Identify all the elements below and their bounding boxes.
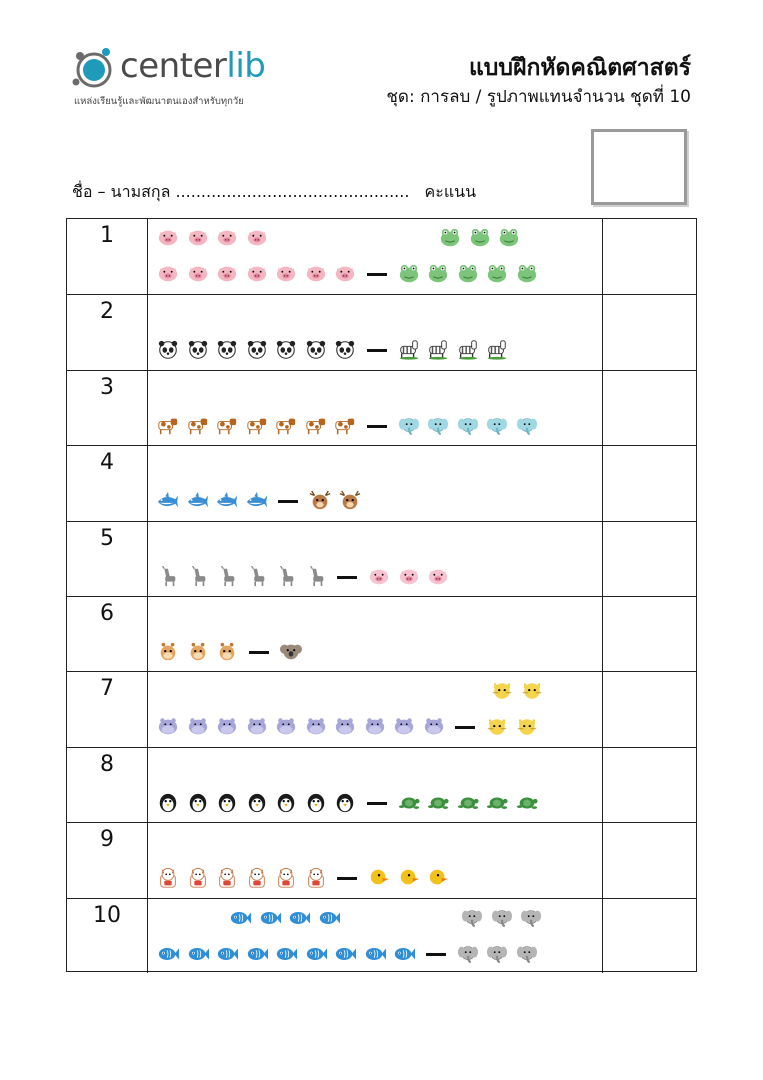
- elephant-icon: [490, 907, 514, 929]
- frog-icon: [426, 263, 450, 285]
- duck-icon: [426, 867, 450, 889]
- problem-number: 4: [67, 446, 148, 520]
- answer-cell[interactable]: [603, 823, 696, 897]
- lucky-cat-icon: [156, 867, 180, 889]
- name-dots[interactable]: ..............................................: [175, 182, 410, 201]
- turtle-icon: [456, 792, 480, 814]
- lucky-cat-icon: [245, 867, 269, 889]
- turtle-icon: [426, 792, 450, 814]
- minus-sign: [455, 726, 475, 729]
- logo-mark-icon: [70, 44, 120, 94]
- problem-picture: [148, 748, 603, 822]
- pig-face-icon: [426, 566, 450, 588]
- frog-icon: [515, 263, 539, 285]
- pig-icon: [215, 263, 239, 285]
- fish-icon: [215, 943, 239, 965]
- fish-icon: [186, 943, 210, 965]
- pig-face-icon: [367, 566, 391, 588]
- problem-row: [67, 596, 696, 671]
- frog-icon: [468, 227, 492, 249]
- minus-sign: [367, 802, 387, 805]
- fish-icon: [317, 907, 341, 929]
- frog-icon: [397, 263, 421, 285]
- shark-icon: [245, 490, 269, 512]
- name-label: ชื่อ – นามสกุล: [72, 182, 171, 201]
- answer-cell[interactable]: [603, 446, 696, 520]
- minus-sign: [337, 576, 357, 579]
- pig-icon: [245, 227, 269, 249]
- elephant-icon: [485, 415, 509, 437]
- elephant-icon: [397, 415, 421, 437]
- penguin-icon: [274, 792, 298, 814]
- lucky-cat-icon: [274, 867, 298, 889]
- giraffe-icon: [215, 641, 239, 663]
- answer-cell[interactable]: [603, 295, 696, 369]
- page-subtitle: ชุด: การลบ / รูปภาพแทนจำนวน ชุดที่ 10: [386, 87, 691, 107]
- answer-cell[interactable]: [603, 522, 696, 596]
- elephant-icon: [456, 415, 480, 437]
- elephant-icon: [426, 415, 450, 437]
- penguin-icon: [186, 792, 210, 814]
- frog-icon: [497, 227, 521, 249]
- problem-picture: [148, 371, 603, 445]
- answer-cell[interactable]: [603, 672, 696, 746]
- lucky-cat-icon: [186, 867, 210, 889]
- giraffe-icon: [156, 641, 180, 663]
- donkey-icon: [274, 566, 298, 588]
- hippo-icon: [215, 716, 239, 738]
- penguin-icon: [245, 792, 269, 814]
- problem-number: 5: [67, 522, 148, 596]
- donkey-icon: [186, 566, 210, 588]
- fish-icon: [304, 943, 328, 965]
- problem-row: [67, 747, 696, 822]
- pig-icon: [186, 227, 210, 249]
- cow-icon: [333, 415, 357, 437]
- fish-icon: [258, 907, 282, 929]
- cat-icon: [520, 680, 544, 702]
- name-line: [72, 180, 476, 205]
- cow-icon: [186, 415, 210, 437]
- frog-icon: [485, 263, 509, 285]
- fish-icon: [333, 943, 357, 965]
- panda-icon: [304, 339, 328, 361]
- turtle-icon: [485, 792, 509, 814]
- cat-icon: [490, 680, 514, 702]
- frog-icon: [456, 263, 480, 285]
- minus-sign: [367, 349, 387, 352]
- problem-picture: [148, 446, 603, 520]
- problem-row: [67, 370, 696, 445]
- fish-icon: [245, 943, 269, 965]
- koala-icon: [279, 641, 303, 663]
- zebra-icon: [397, 339, 421, 361]
- minus-sign: [426, 953, 446, 956]
- shark-icon: [156, 490, 180, 512]
- pig-icon: [274, 263, 298, 285]
- deer-icon: [338, 490, 362, 512]
- duck-icon: [367, 867, 391, 889]
- minus-sign: [249, 651, 269, 654]
- problem-picture: [148, 823, 603, 897]
- pig-icon: [333, 263, 357, 285]
- zebra-icon: [426, 339, 450, 361]
- lucky-cat-icon: [215, 867, 239, 889]
- elephant-icon: [519, 907, 543, 929]
- problem-number: 8: [67, 748, 148, 822]
- hippo-icon: [245, 716, 269, 738]
- pig-face-icon: [397, 566, 421, 588]
- panda-icon: [215, 339, 239, 361]
- elephant-icon: [515, 415, 539, 437]
- logo: [70, 44, 300, 108]
- pig-icon: [186, 263, 210, 285]
- problem-picture: [148, 597, 603, 671]
- problem-number: 7: [67, 672, 148, 746]
- pig-icon: [245, 263, 269, 285]
- problem-picture: [148, 899, 603, 973]
- donkey-icon: [245, 566, 269, 588]
- cow-icon: [274, 415, 298, 437]
- hippo-icon: [186, 716, 210, 738]
- problem-number: 6: [67, 597, 148, 671]
- problem-number: 10: [67, 899, 148, 973]
- problem-row: [67, 898, 696, 973]
- panda-icon: [156, 339, 180, 361]
- problem-row: [67, 294, 696, 369]
- elephant-icon: [515, 943, 539, 965]
- pig-icon: [156, 227, 180, 249]
- minus-sign: [278, 500, 298, 503]
- donkey-icon: [215, 566, 239, 588]
- fish-icon: [363, 943, 387, 965]
- hippo-icon: [304, 716, 328, 738]
- problem-number: 3: [67, 371, 148, 445]
- answer-cell[interactable]: [603, 748, 696, 822]
- minus-sign: [367, 425, 387, 428]
- penguin-icon: [333, 792, 357, 814]
- cow-icon: [156, 415, 180, 437]
- answer-cell[interactable]: [603, 219, 696, 294]
- problem-row: [67, 521, 696, 596]
- exercise-table: [66, 218, 697, 972]
- fish-icon: [392, 943, 416, 965]
- lucky-cat-icon: [304, 867, 328, 889]
- cat-icon: [485, 716, 509, 738]
- answer-cell[interactable]: [603, 899, 696, 973]
- hippo-icon: [274, 716, 298, 738]
- hippo-icon: [363, 716, 387, 738]
- logo-word: centerlib: [120, 46, 266, 86]
- problem-picture: [148, 295, 603, 369]
- panda-icon: [186, 339, 210, 361]
- penguin-icon: [304, 792, 328, 814]
- turtle-icon: [515, 792, 539, 814]
- problem-number: 2: [67, 295, 148, 369]
- problem-row: [67, 219, 696, 294]
- frog-icon: [438, 227, 462, 249]
- problem-row: [67, 671, 696, 746]
- duck-icon: [397, 867, 421, 889]
- problem-row: [67, 445, 696, 520]
- page-title: แบบฝึกหัดคณิตศาสตร์: [468, 55, 691, 81]
- problem-picture: [148, 219, 603, 294]
- elephant-icon: [460, 907, 484, 929]
- donkey-icon: [156, 566, 180, 588]
- score-box[interactable]: [591, 129, 687, 205]
- problem-row: [67, 822, 696, 897]
- problem-number: 1: [67, 219, 148, 294]
- hippo-icon: [156, 716, 180, 738]
- hippo-icon: [392, 716, 416, 738]
- fish-icon: [287, 907, 311, 929]
- giraffe-icon: [186, 641, 210, 663]
- penguin-icon: [215, 792, 239, 814]
- cow-icon: [245, 415, 269, 437]
- shark-icon: [215, 490, 239, 512]
- cow-icon: [215, 415, 239, 437]
- pig-icon: [156, 263, 180, 285]
- answer-cell[interactable]: [603, 597, 696, 671]
- fish-icon: [274, 943, 298, 965]
- cow-icon: [304, 415, 328, 437]
- penguin-icon: [156, 792, 180, 814]
- fish-icon: [156, 943, 180, 965]
- answer-cell[interactable]: [603, 371, 696, 445]
- hippo-icon: [422, 716, 446, 738]
- pig-icon: [215, 227, 239, 249]
- problem-picture: [148, 672, 603, 746]
- cat-icon: [515, 716, 539, 738]
- shark-icon: [186, 490, 210, 512]
- logo-tagline: แหล่งเรียนรู้และพัฒนาตนเองสำหรับทุกวัย: [74, 96, 244, 107]
- zebra-icon: [456, 339, 480, 361]
- panda-icon: [245, 339, 269, 361]
- elephant-icon: [456, 943, 480, 965]
- score-label: คะแนน: [424, 182, 476, 201]
- minus-sign: [337, 877, 357, 880]
- deer-icon: [308, 490, 332, 512]
- problem-picture: [148, 522, 603, 596]
- donkey-icon: [304, 566, 328, 588]
- minus-sign: [367, 273, 387, 276]
- problem-number: 9: [67, 823, 148, 897]
- elephant-icon: [485, 943, 509, 965]
- hippo-icon: [333, 716, 357, 738]
- panda-icon: [333, 339, 357, 361]
- turtle-icon: [397, 792, 421, 814]
- zebra-icon: [485, 339, 509, 361]
- pig-icon: [304, 263, 328, 285]
- fish-icon: [228, 907, 252, 929]
- panda-icon: [274, 339, 298, 361]
